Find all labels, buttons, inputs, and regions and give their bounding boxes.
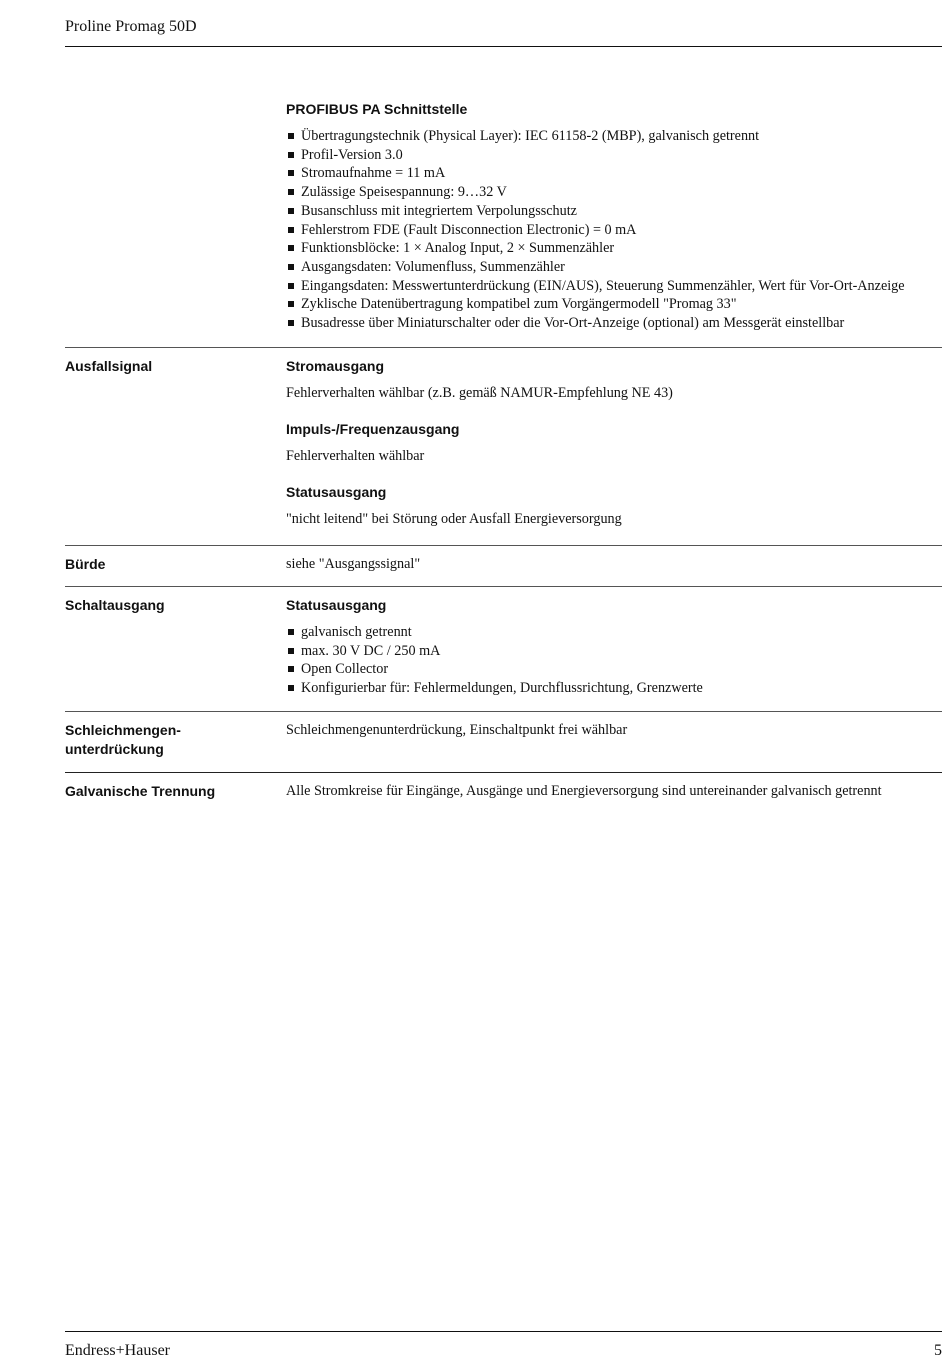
list-item: Stromaufnahme = 11 mA (286, 164, 946, 183)
schleichmengen-section (65, 711, 942, 757)
galvanische-trennung-text: Alle Stromkreise für Eingänge, Ausgänge und Energieversorgung sind untereinander galvanisch getrennt (286, 783, 882, 799)
list-item: Busanschluss mit integriertem Verpolungsschutz (286, 202, 946, 221)
schleichmengen-label-line1: Schleichmengen- (65, 722, 181, 738)
schaltausgang-heading: Statusausgang (286, 597, 387, 613)
schleichmengen-label-line2: unterdrückung (65, 741, 164, 757)
list-item: max. 30 V DC / 250 mA (286, 642, 946, 661)
stromausgang-text: Fehlerverhalten wählbar (z.B. gemäß NAMUR-Empfehlung NE 43) (286, 385, 673, 401)
statusausgang-text: "nicht leitend" bei Störung oder Ausfall Energieversorgung (286, 511, 622, 527)
impuls-text: Fehlerverhalten wählbar (286, 448, 425, 464)
statusausgang-heading: Statusausgang (286, 484, 387, 500)
schaltausgang-label: Schaltausgang (65, 597, 165, 613)
stromausgang-heading: Stromausgang (286, 358, 385, 374)
list-item: Open Collector (286, 660, 946, 679)
list-item: Eingangsdaten: Messwertunterdrückung (EIN/AUS), Steuerung Summenzähler, Wert für Vor-Ort-Anzeige (286, 277, 946, 296)
galvanische-trennung-label: Galvanische Trennung (65, 783, 216, 799)
list-item: Fehlerstrom FDE (Fault Disconnection Electronic) = 0 mA (286, 221, 946, 240)
profibus-list (286, 127, 946, 333)
list-item: Zyklische Datenübertragung kompatibel zum Vorgängermodell "Promag 33" (286, 295, 946, 314)
list-item: Busadresse über Miniaturschalter oder die Vor-Ort-Anzeige (optional) am Messgerät einstellbar (286, 314, 946, 333)
page-number: 5 (934, 1342, 942, 1359)
buerde-section (65, 545, 942, 572)
schaltausgang-section (65, 586, 942, 697)
ausfallsignal-section (65, 347, 942, 527)
buerde-label: Bürde (65, 556, 106, 572)
list-item: Ausgangsdaten: Volumenfluss, Summenzähler (286, 258, 946, 277)
list-item: Funktionsblöcke: 1 × Analog Input, 2 × Summenzähler (286, 239, 946, 258)
list-item: Profil-Version 3.0 (286, 146, 946, 165)
page-header (65, 18, 942, 47)
page-footer (65, 1331, 942, 1359)
list-item: Zulässige Speisespannung: 9…32 V (286, 183, 946, 202)
schleichmengen-label (65, 721, 265, 759)
schleichmengen-text: Schleichmengenunterdrückung, Einschaltpunkt frei wählbar (286, 722, 628, 738)
document-title: Proline Promag 50D (65, 18, 197, 35)
galvanische-trennung-section (65, 772, 942, 799)
profibus-heading: PROFIBUS PA Schnittstelle (286, 101, 468, 117)
list-item: Konfigurierbar für: Fehlermeldungen, Durchflussrichtung, Grenzwerte (286, 679, 946, 698)
ausfallsignal-label: Ausfallsignal (65, 358, 153, 374)
impuls-heading: Impuls-/Frequenzausgang (286, 421, 460, 437)
list-item: galvanisch getrennt (286, 623, 946, 642)
buerde-text: siehe "Ausgangssignal" (286, 556, 421, 572)
brand-name: Endress+Hauser (65, 1342, 170, 1359)
schaltausgang-list (286, 623, 946, 698)
list-item: Übertragungstechnik (Physical Layer): IEC 61158-2 (MBP), galvanisch getrennt (286, 127, 946, 146)
